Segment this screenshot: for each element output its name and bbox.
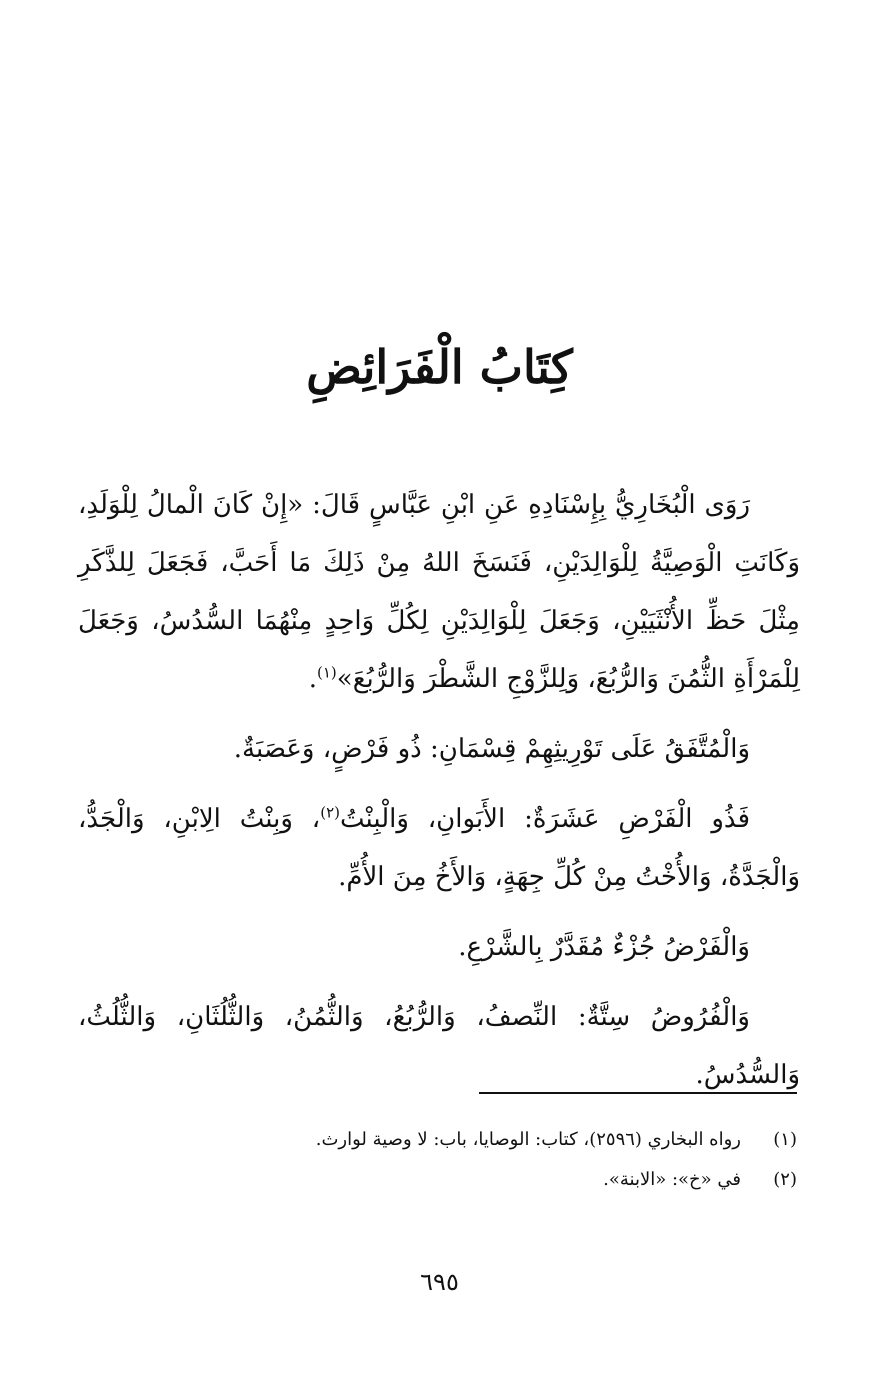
paragraph-six-shares: وَالْفُرُوضُ سِتَّةٌ: النِّصفُ، وَالرُّبُعُ، وَالثُّمُنُ، وَالثُّلُثَانِ، وَالثُّلُثُ، وَالسُّدُسُ. (78, 1002, 800, 1090)
paragraph-fard-definition: وَالْفَرْضُ جُزْءٌ مُقَدَّرٌ بِالشَّرْعِ. (458, 932, 750, 962)
paragraph-text-after: ، وَبِنْتُ الِابْنِ، وَالْجَدُّ، وَالْجَدَّةُ، وَالأُخْتُ مِنْ كُلِّ جِهَةٍ، وَالأَخُ مِنَ الأُمِّ. (78, 804, 800, 892)
footnote-divider (479, 1092, 797, 1094)
page-number: ٦٩٥ (420, 1268, 459, 1296)
footnote-1 (177, 1120, 797, 1160)
footnote-2 (177, 1160, 797, 1200)
paragraph-bukhari-narration (78, 476, 800, 708)
footnote-marker-1[interactable]: (١) (317, 663, 337, 682)
footnote-number: (١) (773, 1129, 797, 1150)
paragraph-end: . (308, 664, 317, 694)
chapter-title: كِتَابُ الْفَرَائِضِ (306, 340, 573, 394)
paragraph-text-before: فَذُو الْفَرْضِ عَشَرَةٌ: الأَبَوانِ، وَالْبِنْتُ (339, 804, 750, 834)
paragraph-fixed-share-heirs (78, 790, 800, 906)
footnotes (177, 1120, 797, 1200)
footnote-text: رواه البخاري (٢٥٩٦)، كتاب: الوصايا، باب: لا وصية لوارث. (315, 1129, 741, 1150)
footnote-text: في «خ»: «الابنة». (603, 1169, 741, 1190)
main-text (78, 476, 800, 1116)
paragraph-heir-categories: وَالْمُتَّفَقُ عَلَى تَوْرِيثِهِمْ قِسْمَانِ: ذُو فَرْضٍ، وَعَصَبَةٌ. (233, 734, 750, 764)
paragraph-text: رَوَى الْبُخَارِيُّ بِإِسْنَادِهِ عَنِ ابْنِ عَبَّاسٍ قَالَ: «إِنْ كَانَ الْمالُ لِلْوَلَدِ، وَكَانَتِ الْوَصِيَّةُ لِلْوَالِدَيْنِ، فَنَسَخَ اللهُ مِنْ ذَلِكَ مَا أَحَبَّ، فَجَعَلَ لِلذَّكَرِ مِثْلَ حَظِّ الأُنْثَيَيْنِ، وَجَعَلَ لِلْوَالِدَيْنِ لِكُلِّ وَاحِدٍ مِنْهُمَا السُّدُسُ، وَجَعَلَ لِلْمَرْأَةِ الثُّمُنَ وَالرُّبُعَ، وَلِلزَّوْجِ الشَّطْرَ وَالرُّبُعَ» (78, 490, 800, 694)
footnote-number: (٢) (773, 1169, 797, 1190)
footnote-marker-2[interactable]: (٢) (320, 803, 340, 822)
